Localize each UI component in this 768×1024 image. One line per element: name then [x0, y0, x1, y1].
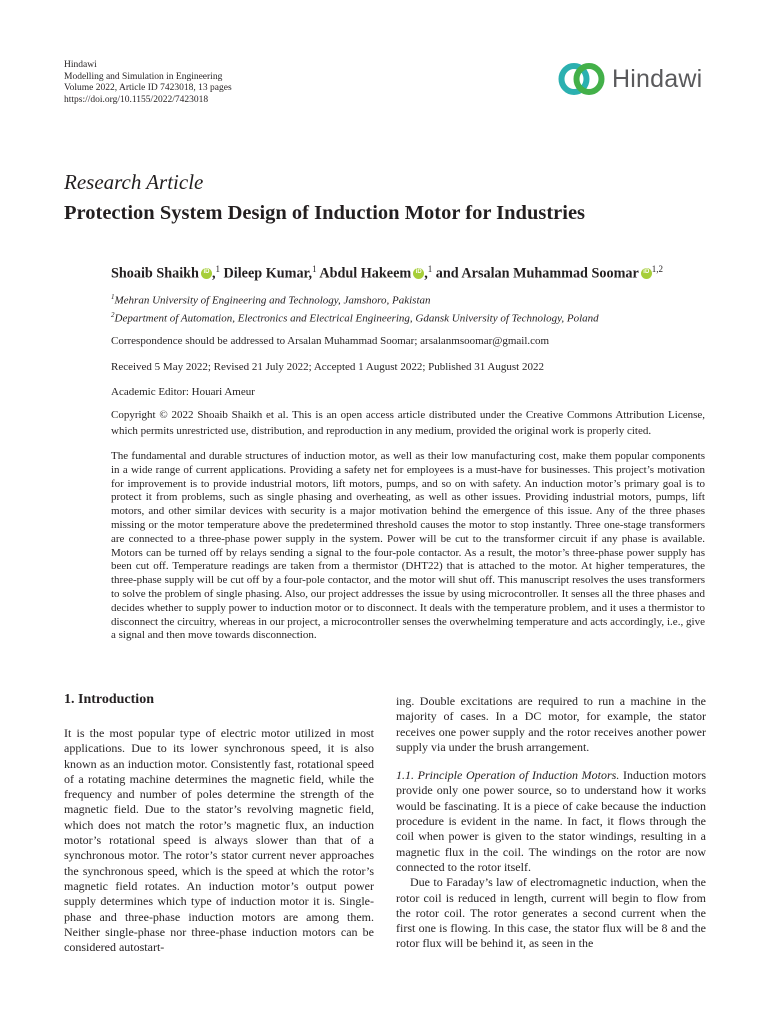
author-affiliation-number: 1 [427, 264, 433, 274]
abstract: The fundamental and durable structures of induction motor, as well as their low manufacturing cost, make them popular components in a wide range of current applications. Providing a safety net for employees is a must-have for businesses. This project’s motivation for improvement is to provide industrial motors, lift motors, pumps, and so on with safety. An induction motor’s primary goal is to protect it from problems, such as single phasing and overheating, as well as other issues. Providing industrial motors, pumps, lift motors, and other similar devices with security is a major motivation behind the emergence of this issue. Any of the three phases missing or the motor temperature above the predetermined threshold causes the motor to stop instantly. Three one-stage transformers are connected to a three-phase power supply in the system. Power will be cut to the transformer circuit if any phase is available. Motors can be turned off by relays sending a signal to the four-pole contactor. As a result, the motor’s three-phase power supply has been cut off. Temperature readings are taken from a thermistor (DHT22) that is attached to the motor. At higher temperatures, the three-phase supply will be cut off by a four-pole contactor, and the motor will shut off. This manuscript resolves the uses transformers to solve the problem of single phasing. Also, our project addresses the issue by using microcontroller. It senses all the three phases and decides whether to supply power to induction motor or to disconnect. It deals with the temperature problem, and it uses a thermistor to disconnect the circuitry, whereas in our project, a microcontroller senses the overwhelming temperature and acts accordingly, i.e., give a signal and then move towards disconnection. [111, 450, 705, 642]
author-affiliation-number: 1,2 [651, 264, 664, 274]
body-column-left [64, 726, 374, 955]
correspondence: Correspondence should be addressed to Arsalan Muhammad Soomar; arsalanmsoomar@gmail.com [111, 335, 550, 347]
orcid-icon[interactable] [413, 268, 424, 279]
journal-name: Modelling and Simulation in Engineering [64, 71, 223, 82]
orcid-icon[interactable] [201, 268, 212, 279]
body-paragraph: Due to Faraday’s law of electromagnetic induction, when the rotor coil is reduced in length, current will begin to flow from the rotor coil. The rotor generates a second current when the first one is flowing. In this case, the stator flux will be 8 and the rotor flux will be behind it, as seen in the [396, 875, 706, 951]
affiliation-2 [111, 311, 599, 325]
author-affiliation-number: 1 [312, 264, 317, 274]
body-paragraph: It is the most popular type of electric motor utilized in most applications. Due to its lower synchronous speed, it is also known as an induction motor. Consistently fast, rotational speed of a rotating machine determines the magnetic field, while the frequency and number of poles determine the strength of the magnetic field. Due to the stator’s revolving magnetic field, which does not match the rotor’s magnetic flux, an induction motor’s rotational speed is always slower than that of a synchronous motor. The rotor’s stator current never approaches the synchronous speed, which is the speed at which the rotor’s magnetic field rotates. An induction motor’s output power supply determines which type of induction motor it is. Single-phase and three-phase induction motors are among them. Neither single-phase nor three-phase induction motors can be considered autostart- [64, 726, 374, 955]
orcid-icon[interactable] [641, 268, 652, 279]
affiliation-text: Department of Automation, Electronics and Electrical Engineering, Gdansk University of Technology, Poland [114, 312, 599, 325]
doi-link[interactable]: https://doi.org/10.1155/2022/7423018 [64, 94, 209, 105]
journal-header [64, 60, 232, 106]
affiliation-number: 1 [111, 293, 115, 301]
body-column-right [396, 694, 706, 952]
volume-info: Volume 2022, Article ID 7423018, 13 pages [64, 83, 232, 93]
author-affiliation-number: 1 [215, 264, 220, 274]
affiliation-1 [111, 293, 431, 307]
body-paragraph: ing. Double excitations are required to run a machine in the majority of cases. In a DC motor, for example, the stator receives one power supply and the rotor receives another power supply via under the brush arrangement. [396, 694, 706, 754]
logo-text: Hindawi [612, 64, 703, 93]
subsection-title: 1.1. Principle Operation of Induction Motors. [396, 768, 620, 783]
article-type: Research Article [64, 170, 204, 194]
author-list: Shoaib ShaikhiD ,$^1$ Dileep Kumar,$^1$ Abdul HakeemiD ,$^1$ and Arsalan Muhammad SoomariD $^{1,2}$ [111, 264, 663, 283]
hindawi-logo [557, 61, 702, 97]
affiliation-text: Mehran University of Engineering and Technology, Jamshoro, Pakistan [114, 294, 431, 307]
author-name[interactable]: Abdul Hakeem [319, 265, 412, 282]
academic-editor: Academic Editor: Houari Ameur [111, 386, 255, 398]
publication-dates: Received 5 May 2022; Revised 21 July 2022; Accepted 1 August 2022; Published 31 August 2022 [111, 361, 544, 373]
author-name[interactable]: and Arsalan Muhammad Soomar [435, 265, 639, 282]
subsection-text: Induction motors provide only one power source, so to understand how it works would be fascinating. It is a piece of cake because the induction procedure is evident in the name. In fact, it flows through the coil when power is given to the stator windings, resulting in a magnetic flux in the coil. The windings on the rotor are now connected to the rotor itself. [396, 768, 706, 874]
author-name[interactable]: Dileep Kumar, [223, 265, 313, 282]
publisher-name: Hindawi [64, 60, 97, 70]
copyright-notice: Copyright © 2022 Shoaib Shaikh et al. This is an open access article distributed under the Creative Commons Attribution License, which permits unrestricted use, distribution, and reproduction in any medium, provided the original work is properly cited. [111, 409, 705, 438]
subsection-paragraph [396, 768, 706, 875]
article-title: Protection System Design of Induction Motor for Industries [64, 202, 586, 224]
affiliation-number: 2 [111, 311, 115, 319]
author-name[interactable]: Shoaib Shaikh [111, 265, 199, 282]
hindawi-rings-icon [557, 61, 607, 97]
section-heading-introduction: 1. Introduction [64, 692, 154, 707]
